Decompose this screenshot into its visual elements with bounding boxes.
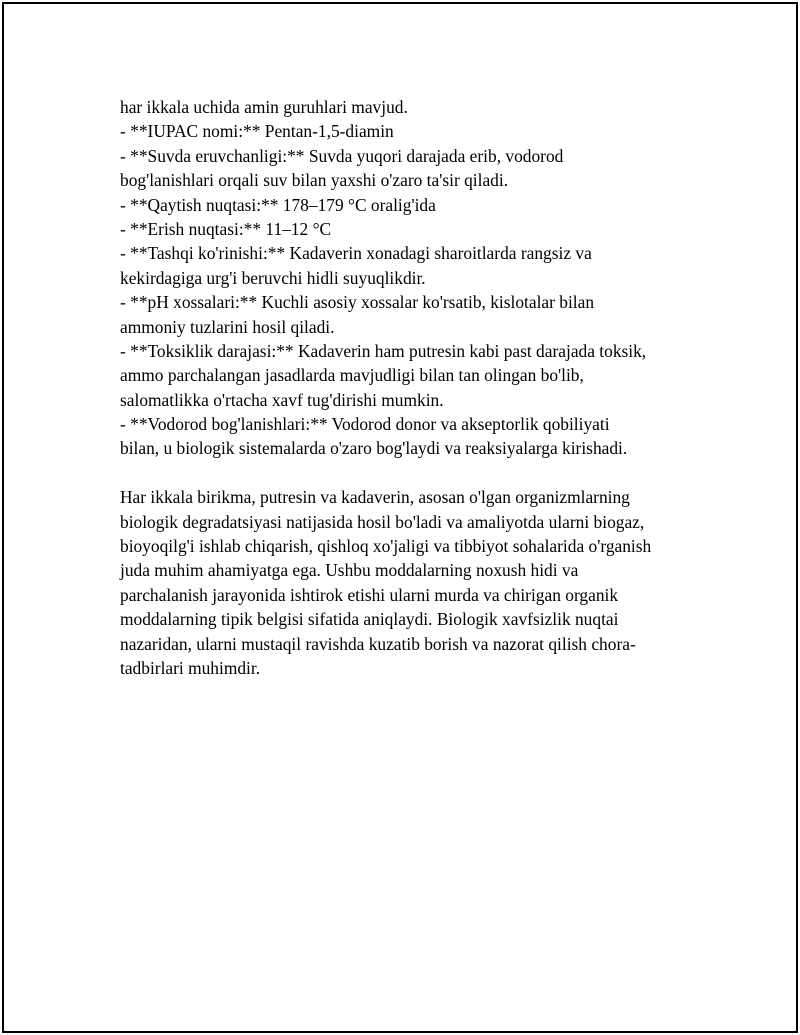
- properties-line: kekirdagiga urg'i beruvchi hidli suyuqlikdir.: [120, 267, 426, 288]
- properties-line: - **Suvda eruvchanligi:** Suvda yuqori darajada erib, vodorod: [120, 145, 564, 166]
- properties-line: ammo parchalangan jasadlarda mavjudligi bilan tan olingan bo'lib,: [120, 365, 584, 386]
- document-body: [120, 95, 692, 680]
- properties-line: ammoniy tuzlarini hosil qiladi.: [120, 316, 335, 337]
- properties-line: - **Vodorod bog'lanishlari:** Vodorod donor va akseptorlik qobiliyati: [120, 414, 610, 435]
- properties-line: bilan, u biologik sistemalarda o'zaro bog'laydi va reaksiyalarga kirishadi.: [120, 438, 628, 459]
- summary-line: bioyoqilg'i ishlab chiqarish, qishloq xo'jaligi va tibbiyot sohalarida o'rganish: [120, 536, 652, 557]
- properties-line: - **pH xossalari:** Kuchli asosiy xossalar ko'rsatib, kislotalar bilan: [120, 292, 595, 313]
- properties-line: - **Erish nuqtasi:** 11–12 °C: [120, 218, 332, 239]
- summary-line: moddalarning tipik belgisi sifatida aniqlaydi. Biologik xavfsizlik nuqtai: [120, 609, 619, 630]
- summary-line: parchalanish jarayonida ishtirok etishi ularni murda va chirigan organik: [120, 584, 619, 605]
- summary-line: Har ikkala birikma, putresin va kadaverin, asosan o'lgan organizmlarning: [120, 487, 630, 508]
- properties-line: har ikkala uchida amin guruhlari mavjud.: [120, 97, 408, 117]
- properties-line: bog'lanishlari orqali suv bilan yaxshi o'zaro ta'sir qiladi.: [120, 170, 509, 191]
- properties-line: - **Tashqi ko'rinishi:** Kadaverin xonadagi sharoitlarda rangsiz va: [120, 243, 592, 264]
- summary-line: nazaridan, ularni mustaqil ravishda kuzatib borish va nazorat qilish chora-: [120, 633, 636, 654]
- properties-line: - **IUPAC nomi:** Pentan-1,5-diamin: [120, 121, 394, 142]
- properties-line: - **Toksiklik darajasi:** Kadaverin ham putresin kabi past darajada toksik,: [120, 340, 647, 361]
- paragraph-gap: [120, 461, 692, 485]
- summary-line: tadbirlari muhimdir.: [120, 657, 261, 678]
- summary-line: biologik degradatsiyasi natijasida hosil bo'ladi va amaliyotda ularni biogaz,: [120, 511, 645, 532]
- page-frame: [2, 2, 798, 1033]
- summary-line: juda muhim ahamiyatga ega. Ushbu moddalarning noxush hidi va: [120, 560, 579, 581]
- properties-line: - **Qaytish nuqtasi:** 178–179 °C oralig'ida: [120, 194, 436, 215]
- properties-line: salomatlikka o'rtacha xavf tug'dirishi mumkin.: [120, 389, 444, 410]
